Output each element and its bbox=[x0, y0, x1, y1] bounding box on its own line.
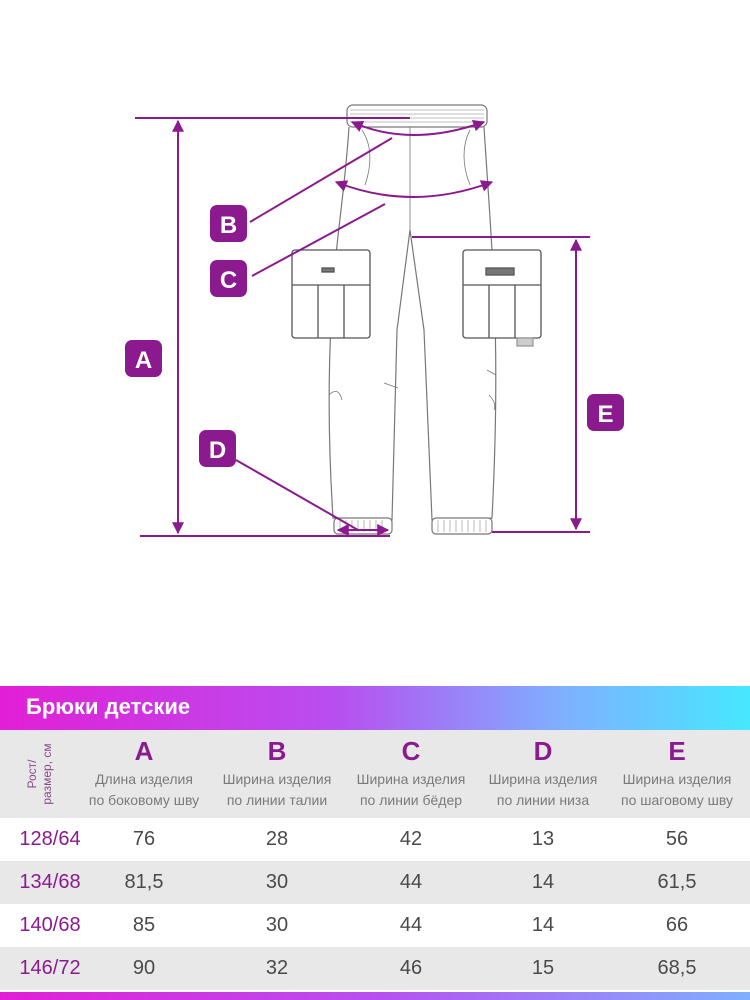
column-desc-line1: Ширина изделия bbox=[222, 771, 332, 787]
column-header-a bbox=[77, 730, 211, 818]
value-cell: 90 bbox=[132, 957, 156, 979]
label-d-text: D bbox=[208, 437, 227, 464]
label-badge-c bbox=[210, 260, 247, 297]
value-cell: 46 bbox=[399, 957, 423, 979]
column-letter: A bbox=[134, 736, 154, 766]
column-desc-line1: Длина изделия bbox=[95, 771, 193, 787]
size-table bbox=[0, 730, 750, 992]
value-cell: 68,5 bbox=[657, 957, 697, 979]
size-cell: 146/72 bbox=[19, 957, 81, 979]
value-cell: 13 bbox=[531, 828, 555, 850]
column-desc-line1: Ширина изделия bbox=[356, 771, 466, 787]
value-cell: 15 bbox=[531, 957, 555, 979]
value-cell: 81,5 bbox=[124, 871, 164, 893]
bottom-accent-bar bbox=[0, 992, 750, 1000]
product-title: Брюки детские bbox=[26, 694, 191, 719]
label-badge-a bbox=[125, 340, 162, 377]
column-desc-line2: по шаговому шву bbox=[621, 792, 733, 808]
size-header-text: Рост/ размер, см bbox=[25, 743, 54, 805]
column-desc-line1: Ширина изделия bbox=[622, 771, 732, 787]
value-cell: 61,5 bbox=[657, 871, 697, 893]
left-cargo-pocket bbox=[292, 250, 370, 338]
column-header-b bbox=[210, 730, 344, 818]
column-desc-line2: по боковому шву bbox=[88, 792, 200, 808]
label-a-text: A bbox=[134, 347, 153, 374]
value-cell: 66 bbox=[665, 914, 689, 936]
size-cell: 134/68 bbox=[19, 871, 81, 893]
size-column-header bbox=[0, 730, 80, 818]
table-row bbox=[0, 861, 750, 904]
value-cell: 85 bbox=[132, 914, 156, 936]
value-cell: 14 bbox=[531, 871, 555, 893]
column-header-c bbox=[344, 730, 478, 818]
column-letter: C bbox=[401, 736, 421, 766]
value-cell: 14 bbox=[531, 914, 555, 936]
value-cell: 56 bbox=[665, 828, 689, 850]
right-cargo-pocket bbox=[463, 250, 541, 346]
label-b-text: B bbox=[219, 212, 238, 239]
size-cell: 128/64 bbox=[19, 828, 81, 850]
value-cell: 32 bbox=[265, 957, 289, 979]
column-desc-line2: по линии бёдер bbox=[359, 792, 463, 808]
column-letter: D bbox=[533, 736, 553, 766]
value-cell: 28 bbox=[265, 828, 289, 850]
label-badge-b bbox=[210, 205, 247, 242]
column-desc-line1: Ширина изделия bbox=[488, 771, 598, 787]
column-header-e bbox=[610, 730, 744, 818]
value-cell: 76 bbox=[132, 828, 156, 850]
label-c-text: C bbox=[219, 267, 238, 294]
table-row bbox=[0, 818, 750, 861]
column-letter: E bbox=[668, 736, 686, 766]
value-cell: 30 bbox=[265, 871, 289, 893]
column-desc-line2: по линии талии bbox=[226, 792, 328, 808]
label-e-text: E bbox=[597, 401, 614, 428]
label-badge-e bbox=[587, 394, 624, 431]
title-banner bbox=[0, 686, 750, 730]
column-desc-line2: по линии низа bbox=[496, 792, 590, 808]
value-cell: 44 bbox=[399, 871, 423, 893]
table-header-row bbox=[0, 730, 750, 818]
column-header-d bbox=[476, 730, 610, 818]
table-row bbox=[0, 947, 750, 990]
table-row bbox=[0, 904, 750, 947]
column-letter: B bbox=[267, 736, 287, 766]
value-cell: 30 bbox=[265, 914, 289, 936]
value-cell: 42 bbox=[399, 828, 423, 850]
size-cell: 140/68 bbox=[19, 914, 81, 936]
value-cell: 44 bbox=[399, 914, 423, 936]
label-badge-d bbox=[199, 430, 236, 467]
